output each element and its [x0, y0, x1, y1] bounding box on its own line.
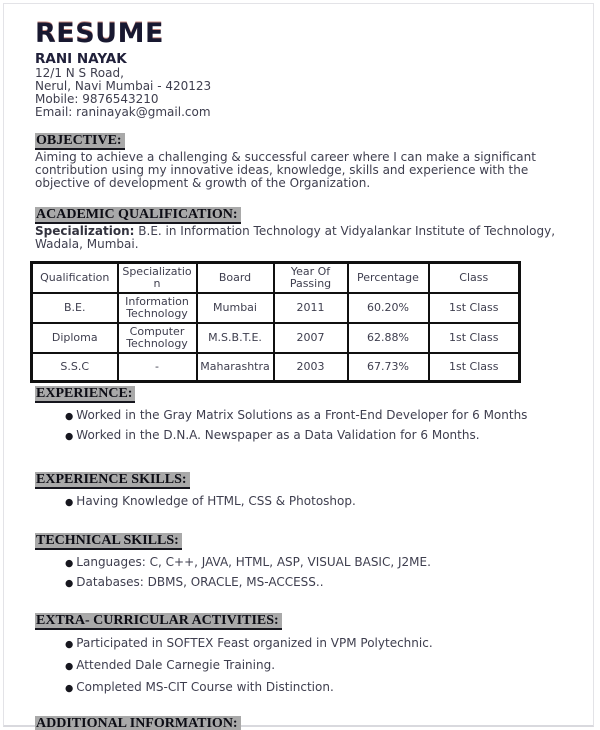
section-objective [35, 133, 583, 191]
objective-heading-highlight: OBJECTIVE: [35, 133, 125, 150]
bullet-text: Databases: DBMS, ORACLE, MS-ACCESS.. [76, 574, 324, 589]
experience-heading-highlight: EXPERIENCE: [35, 386, 135, 403]
extra-curricular-list [35, 633, 583, 699]
bullet-item [65, 573, 583, 593]
bullet-item [65, 633, 583, 655]
bullet-text: Worked in the D.N.A. Newspaper as a Data Validation for 6 Months. [76, 427, 480, 442]
bullet-item [65, 492, 583, 512]
extra-curricular-heading [35, 613, 583, 629]
table-row [32, 353, 520, 381]
qualification-table-header-cell: Board [197, 263, 274, 294]
technical-skills-heading-highlight: TECHNICAL SKILLS: [35, 533, 182, 550]
table-row [32, 293, 520, 323]
table-cell: M.S.B.T.E. [197, 323, 274, 353]
bullet-item [65, 426, 583, 446]
additional-information-heading [35, 716, 583, 730]
section-technical-skills [35, 533, 583, 593]
table-cell: 1st Class [429, 293, 520, 323]
technical-skills-list [35, 553, 583, 593]
bullet-text: Completed MS-CIT Course with Distinction. [76, 679, 334, 694]
bullet-icon: ● [65, 496, 74, 508]
table-row [32, 323, 520, 353]
academic-heading-highlight: ACADEMIC QUALIFICATION: [35, 207, 241, 224]
experience-skills-heading-highlight: EXPERIENCE SKILLS: [35, 472, 190, 489]
section-experience [35, 386, 583, 446]
bullet-icon: ● [65, 660, 74, 672]
experience-skills-heading [35, 472, 583, 488]
bullet-item [65, 655, 583, 677]
section-extra-curricular [35, 613, 583, 699]
experience-list [35, 406, 583, 446]
section-additional-information [35, 716, 583, 730]
table-cell: 62.88% [348, 323, 429, 353]
qualification-table-header-row [32, 263, 520, 294]
technical-skills-heading [35, 533, 583, 549]
table-cell: S.S.C [32, 353, 118, 381]
bullet-icon: ● [65, 430, 74, 442]
resume-header [35, 20, 583, 119]
table-cell: Maharashtra [197, 353, 274, 381]
experience-heading [35, 386, 583, 402]
bullet-text: Having Knowledge of HTML, CSS & Photoshop. [76, 493, 356, 508]
table-cell: 1st Class [429, 323, 520, 353]
bullet-item [65, 553, 583, 573]
qualification-table-header-cell: Class [429, 263, 520, 294]
bullet-item [65, 677, 583, 699]
bullet-icon: ● [65, 638, 74, 650]
table-cell: 67.73% [348, 353, 429, 381]
address-line-2: Nerul, Navi Mumbai - 420123 [35, 79, 212, 93]
table-cell: 2011 [274, 293, 348, 323]
bullet-text: Attended Dale Carnegie Training. [76, 657, 276, 672]
bullet-icon: ● [65, 577, 74, 589]
table-cell: Diploma [32, 323, 118, 353]
candidate-name: RANI NAYAK [35, 51, 127, 67]
objective-heading [35, 133, 583, 149]
table-cell: Mumbai [197, 293, 274, 323]
objective-text: Aiming to achieve a challenging & successful career where I can make a significant contribution using my innovative ideas, knowledge, skills and experience with the objective of development & growth of the Organization. [35, 150, 536, 191]
specialization-text [35, 225, 581, 251]
academic-heading [35, 207, 583, 223]
bullet-icon: ● [65, 410, 74, 422]
table-cell: B.E. [32, 293, 118, 323]
qualification-table-header-cell: Year Of Passing [274, 263, 348, 294]
bullet-text: Worked in the Gray Matrix Solutions as a Front-End Developer for 6 Months [76, 407, 528, 422]
additional-information-heading-highlight: ADDITIONAL INFORMATION: [35, 716, 241, 730]
table-cell: 2003 [274, 353, 348, 381]
document-title: RESUME [35, 18, 164, 49]
table-cell: - [118, 353, 197, 381]
specialization-label: Specialization: [35, 223, 135, 238]
table-cell: 1st Class [429, 353, 520, 381]
mobile-line: Mobile: 9876543210 [35, 92, 159, 106]
table-cell: 60.20% [348, 293, 429, 323]
bullet-icon: ● [65, 682, 74, 694]
extra-curricular-heading-highlight: EXTRA- CURRICULAR ACTIVITIES: [35, 613, 282, 630]
bullet-text: Participated in SOFTEX Feast organized in VPM Polytechnic. [76, 635, 433, 650]
section-academic-qualification [35, 207, 583, 383]
specialization-value: B.E. in Information Technology at Vidyalankar Institute of Technology, Wadala, Mumbai. [35, 223, 556, 251]
qualification-table-header-cell: Qualification [32, 263, 118, 294]
bullet-item [65, 406, 583, 426]
qualification-table [30, 261, 521, 383]
experience-skills-list [35, 492, 583, 512]
address-line-1: 12/1 N S Road, [35, 66, 124, 80]
section-experience-skills [35, 472, 583, 512]
email-line: Email: raninayak@gmail.com [35, 105, 211, 119]
qualification-table-header-cell: Percentage [348, 263, 429, 294]
table-cell: Information Technology [118, 293, 197, 323]
table-cell: 2007 [274, 323, 348, 353]
table-cell: Computer Technology [118, 323, 197, 353]
page-content [35, 20, 583, 730]
qualification-table-header-cell: Specialization [118, 263, 197, 294]
bullet-icon: ● [65, 557, 74, 569]
bullet-text: Languages: C, C++, JAVA, HTML, ASP, VISUAL BASIC, J2ME. [76, 554, 431, 569]
